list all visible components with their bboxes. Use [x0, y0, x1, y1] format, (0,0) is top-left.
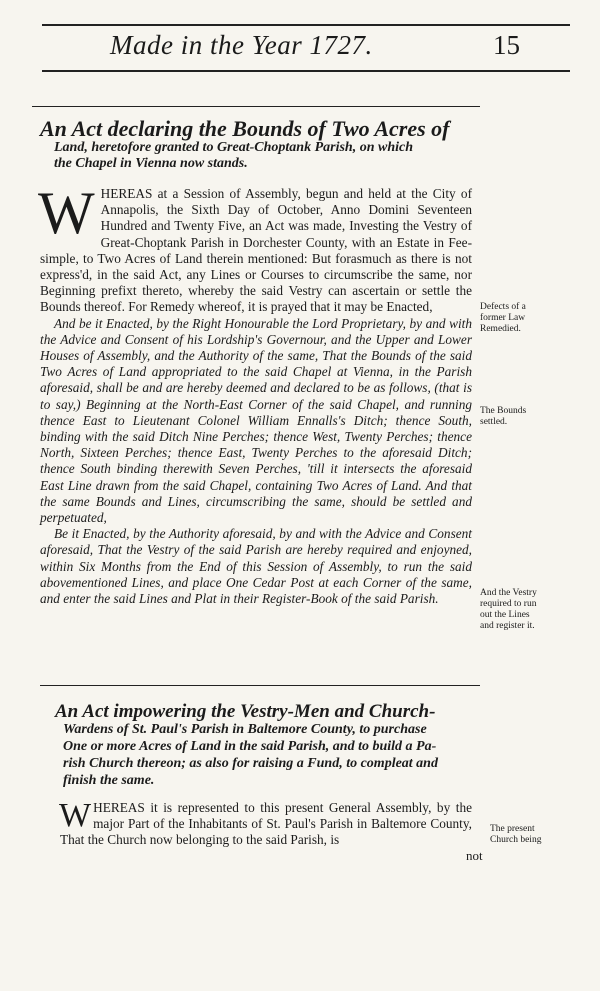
header-rule-top — [42, 24, 570, 26]
catchword: not — [466, 848, 483, 863]
page-number: 15 — [493, 30, 520, 60]
running-header-title: Made in the Year 1727. — [110, 30, 373, 60]
margin-note-2: The Bounds settled. — [480, 406, 527, 427]
section-divider-1 — [32, 106, 480, 107]
margin-note-1: Defects of a former Law Remedied. — [480, 302, 526, 334]
header-rule-bottom — [42, 70, 570, 72]
act1-title-line1: An Act declaring the Bounds of Two Acres of — [40, 116, 450, 141]
act1-paragraph-2-text: And be it Enacted, by the Right Honourable the Lord Proprietary, by and with the Advice and Consent of his Lordship's Governour, and the Upper and Lower Houses of Assembly, and the Authority of the same, That the Bounds of the said Two Acres of Land appropriated to the said Chapel at Vienna, in the Parish aforesaid, shall be and are hereby deemed and declared to be as follows, (that is to say,) Beginning at the North-East Corner of the said Chapel, and running thence East to Lieutenant Colonel William Ennalls's Ditch; thence South, binding with the said Ditch Nine Perches; thence West, Twenty Perches; thence North, Sixteen Perches; thence East, Twenty Perches to the aforesaid Ditch; thence South binding therewith Seven Perches, 'till it intersects the aforesaid East Line drawn from the said Chapel, containing Two Acres of Land. And that the same Bounds and Lines, circumscribing the same, should be settled and perpetuated, — [40, 315, 472, 526]
act1-title — [40, 118, 480, 171]
act1-paragraph-3-text: Be it Enacted, by the Authority aforesaid, by and with the Advice and Consent aforesaid, That the Vestry of the said Parish are hereby required and enjoyned, within Six Months from the End of this Session of Assembly, to run the said abovementioned Lines, and place One Cedar Post at each Corner of the same, and enter the said Lines and Plat in their Register-Book of the said Parish. — [40, 526, 472, 607]
act2-body — [59, 797, 472, 849]
margin-note-3: And the Vestry required to run out the Lines and register it. — [480, 588, 537, 631]
act2-title-line1: An Act impowering the Vestry-Men and Church- — [55, 701, 436, 722]
act2-title-line3: One or more Acres of Land in the said Parish, and to build a Pa- — [63, 739, 437, 754]
act1-paragraph-1-text: HEREAS at a Session of Assembly, begun and held at the City of Annapolis, the Sixth Day of October, Anno Domini Seventeen Hundred and Twenty Five, an Act was made, Investing the Vestry of Great-Choptank Parish in Dorchester County, with an Estate in Fee-simple, to Two Acres of Land therein mentioned: But forasmuch as there is not express'd, in the said Act, any Lines or Courses to circumscribe the same, nor Beginning prefixt thereto, whereby the said Vestry can ascertain or settle the Bounds thereof. For Remedy whereof, it is prayed that it may be Enacted, — [40, 186, 472, 315]
act1-paragraph-2 — [40, 316, 472, 527]
act1-drop-cap: W — [38, 180, 95, 246]
act2-title-line2: Wardens of St. Paul's Parish in Baltemore County, to purchase — [63, 722, 427, 737]
act2-title-line4: rish Church thereon; as also for raising a Fund, to compleat and — [63, 756, 438, 771]
act2-title-line5: finish the same. — [63, 773, 155, 788]
act2-title — [55, 702, 480, 788]
act1-paragraph-3 — [40, 526, 472, 607]
section-divider-2 — [40, 685, 480, 686]
act1-title-line3: the Chapel in Vienna now stands. — [54, 156, 248, 171]
act2-paragraph-1-text: HEREAS it is represented to this present General Assembly, by the major Part of the Inhabitants of St. Paul's Parish in Baltemore County, That the Church now belonging to the said Parish, is — [60, 800, 472, 848]
act1-body — [38, 180, 472, 607]
act1-title-line2: Land, heretofore granted to Great-Choptank Parish, on which — [54, 140, 413, 155]
act1-paragraph-1 — [38, 180, 472, 316]
margin-note-4: The present Church being — [490, 824, 542, 845]
act2-paragraph-1 — [59, 797, 472, 849]
act2-drop-cap: W — [59, 797, 92, 834]
